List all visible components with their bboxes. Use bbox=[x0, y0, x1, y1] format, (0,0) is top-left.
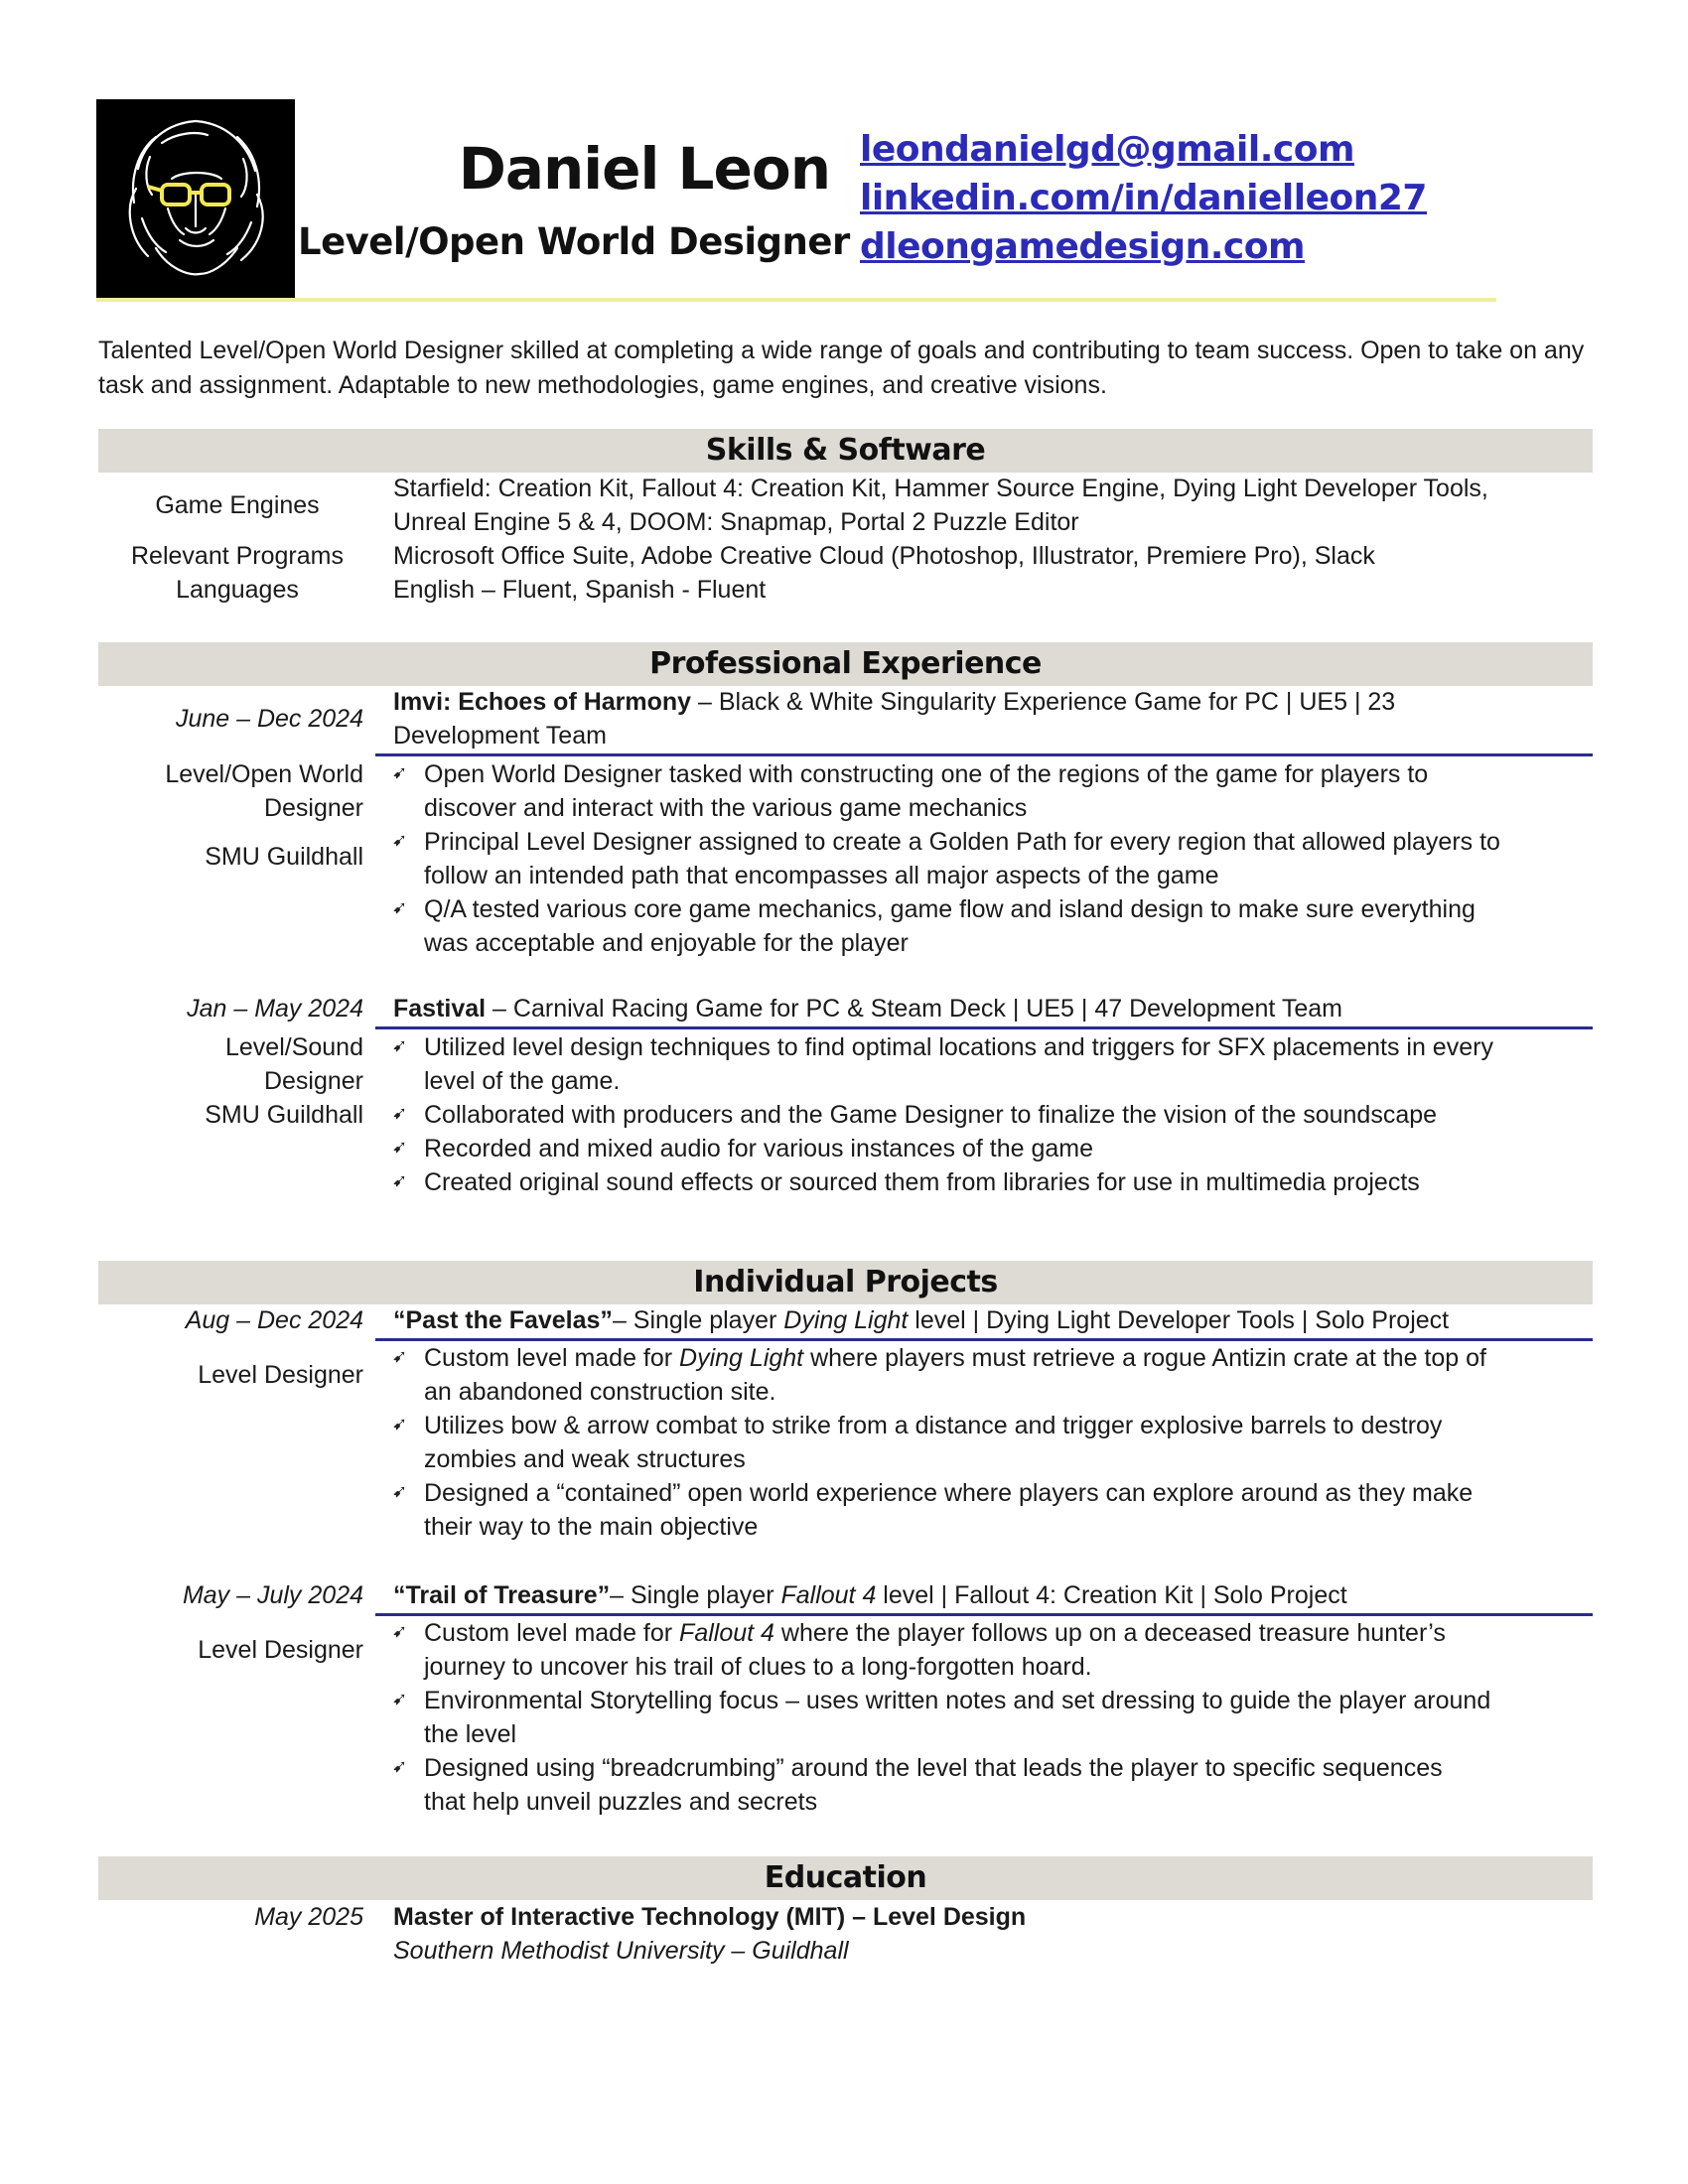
header-divider bbox=[96, 298, 1496, 302]
bullet-list bbox=[392, 1030, 1493, 1199]
project-heading-line: “Past the Favelas”– Single player Dying Light level | Dying Light Developer Tools | Solo Project bbox=[393, 1306, 1450, 1334]
pin-bullet-icon: ➹ bbox=[392, 1689, 408, 1708]
section-education-heading: Education bbox=[98, 1856, 1593, 1900]
email-link[interactable]: leondanielgd@gmail.com bbox=[860, 129, 1354, 170]
project-role: Level Designer bbox=[198, 1636, 363, 1664]
linkedin-link[interactable]: linkedin.com/in/danielleon27 bbox=[860, 178, 1427, 218]
list-item: ➹ Designed a “contained” open world experience where players can explore around as they make their way to the main objective bbox=[392, 1476, 1486, 1544]
org-name: SMU Guildhall bbox=[205, 1101, 363, 1129]
project-heading-line: “Trail of Treasure”– Single player Fallout 4 level | Fallout 4: Creation Kit | Solo Project bbox=[393, 1581, 1347, 1609]
skills-value-programs: Microsoft Office Suite, Adobe Creative Cloud (Photoshop, Illustrator, Premiere Pro), Slack bbox=[393, 542, 1375, 570]
bullet-list bbox=[392, 1341, 1486, 1544]
pin-bullet-icon: ➹ bbox=[392, 1621, 408, 1641]
pin-bullet-icon: ➹ bbox=[392, 897, 408, 917]
education-degree: Master of Interactive Technology (MIT) – Level Design bbox=[393, 1903, 1027, 1931]
skills-label-engines: Game Engines bbox=[155, 491, 320, 519]
pin-bullet-icon: ➹ bbox=[392, 1103, 408, 1123]
section-skills-heading: Skills & Software bbox=[98, 429, 1593, 473]
pin-bullet-icon: ➹ bbox=[392, 1481, 408, 1501]
project-role: Level Designer bbox=[198, 1361, 363, 1389]
project-desc: – Black & White Singularity Experience Game for PC | UE5 | 23 bbox=[691, 688, 1396, 716]
list-item: ➹ Principal Level Designer assigned to create a Golden Path for every region that allowed players to follow an intended path that encompasses all major aspects of the game bbox=[392, 825, 1500, 892]
list-item: ➹ Designed using “breadcrumbing” around the level that leads the player to specific sequences that help unveil puzzles and secrets bbox=[392, 1751, 1490, 1819]
org-name: SMU Guildhall bbox=[205, 843, 363, 871]
experience-date: June – Dec 2024 bbox=[175, 705, 363, 733]
education-school: Southern Methodist University – Guildhall bbox=[393, 1937, 849, 1965]
experience-date: Jan – May 2024 bbox=[187, 995, 363, 1023]
contact-links bbox=[860, 125, 1427, 271]
project-desc: – Carnival Racing Game for PC & Steam Deck | UE5 | 47 Development Team bbox=[486, 995, 1342, 1023]
experience-heading-line bbox=[393, 992, 1342, 1025]
list-item: ➹ Utilizes bow & arrow combat to strike from a distance and trigger explosive barrels to destroy zombies and weak structures bbox=[392, 1409, 1486, 1476]
list-item: ➹ Recorded and mixed audio for various instances of the game bbox=[392, 1132, 1493, 1165]
project-desc-cont: Development Team bbox=[393, 722, 607, 750]
project-title: Fastival bbox=[393, 995, 487, 1023]
lion-logo-icon bbox=[96, 99, 295, 298]
role-line: Level/Open World bbox=[165, 760, 363, 788]
pin-bullet-icon: ➹ bbox=[392, 1035, 408, 1055]
list-item: ➹ Collaborated with producers and the Game Designer to finalize the vision of the soundscape bbox=[392, 1098, 1493, 1132]
pin-bullet-icon: ➹ bbox=[392, 830, 408, 850]
candidate-name: Daniel Leon bbox=[458, 135, 830, 203]
role-line: Level/Sound bbox=[224, 1033, 363, 1061]
bullet-list bbox=[392, 757, 1500, 960]
role-line: Designer bbox=[263, 1067, 363, 1095]
list-item: ➹ Created original sound effects or sourced them from libraries for use in multimedia projects bbox=[392, 1165, 1493, 1199]
section-projects-heading: Individual Projects bbox=[98, 1261, 1593, 1304]
project-date: May – July 2024 bbox=[182, 1581, 363, 1609]
education-date: May 2025 bbox=[254, 1903, 363, 1931]
skills-label-programs: Relevant Programs bbox=[131, 542, 344, 570]
skills-value-engines-1: Starfield: Creation Kit, Fallout 4: Creation Kit, Hammer Source Engine, Dying Light Developer Tools, bbox=[393, 475, 1488, 502]
pin-bullet-icon: ➹ bbox=[392, 1170, 408, 1190]
experience-heading-line bbox=[393, 685, 1395, 719]
list-item: ➹ Custom level made for Fallout 4 where the player follows up on a deceased treasure hunter’s journey to uncover his trail of clues to a long-forgotten hoard. bbox=[392, 1616, 1490, 1684]
section-experience-heading: Professional Experience bbox=[98, 642, 1593, 686]
skills-label-languages: Languages bbox=[176, 576, 299, 604]
skills-value-languages: English – Fluent, Spanish - Fluent bbox=[393, 576, 767, 604]
project-date: Aug – Dec 2024 bbox=[185, 1306, 363, 1334]
pin-bullet-icon: ➹ bbox=[392, 762, 408, 782]
role-line: Designer bbox=[263, 794, 363, 822]
pin-bullet-icon: ➹ bbox=[392, 1756, 408, 1776]
website-link[interactable]: dleongamedesign.com bbox=[860, 226, 1305, 267]
entry-divider bbox=[375, 1026, 1593, 1029]
entry-divider bbox=[375, 753, 1593, 756]
bullet-list bbox=[392, 1616, 1490, 1819]
project-title: Imvi: Echoes of Harmony bbox=[393, 688, 692, 716]
skills-value-engines-2: Unreal Engine 5 & 4, DOOM: Snapmap, Portal 2 Puzzle Editor bbox=[393, 508, 1079, 536]
list-item: ➹ Utilized level design techniques to find optimal locations and triggers for SFX placements in every level of the game. bbox=[392, 1030, 1493, 1098]
list-item: ➹ Q/A tested various core game mechanics, game flow and island design to make sure everything was acceptable and enjoyable for the player bbox=[392, 892, 1500, 960]
list-item: ➹ Custom level made for Dying Light where players must retrieve a rogue Antizin crate at the top of an abandoned construction site. bbox=[392, 1341, 1486, 1409]
pin-bullet-icon: ➹ bbox=[392, 1346, 408, 1366]
candidate-title: Level/Open World Designer bbox=[298, 220, 850, 263]
project-title: “Past the Favelas” bbox=[393, 1306, 613, 1334]
project-title: “Trail of Treasure” bbox=[393, 1581, 611, 1609]
pin-bullet-icon: ➹ bbox=[392, 1137, 408, 1157]
list-item: ➹ Open World Designer tasked with constructing one of the regions of the game for players to discover and interact with the various game mechanics bbox=[392, 757, 1500, 825]
summary-text: Talented Level/Open World Designer skilled at completing a wide range of goals and contributing to team success. Open to take on any task and assignment. Adaptable to new methodologies, game engines, and creative visions. bbox=[98, 337, 1585, 399]
list-item: ➹ Environmental Storytelling focus – uses written notes and set dressing to guide the player around the level bbox=[392, 1684, 1490, 1751]
pin-bullet-icon: ➹ bbox=[392, 1414, 408, 1433]
